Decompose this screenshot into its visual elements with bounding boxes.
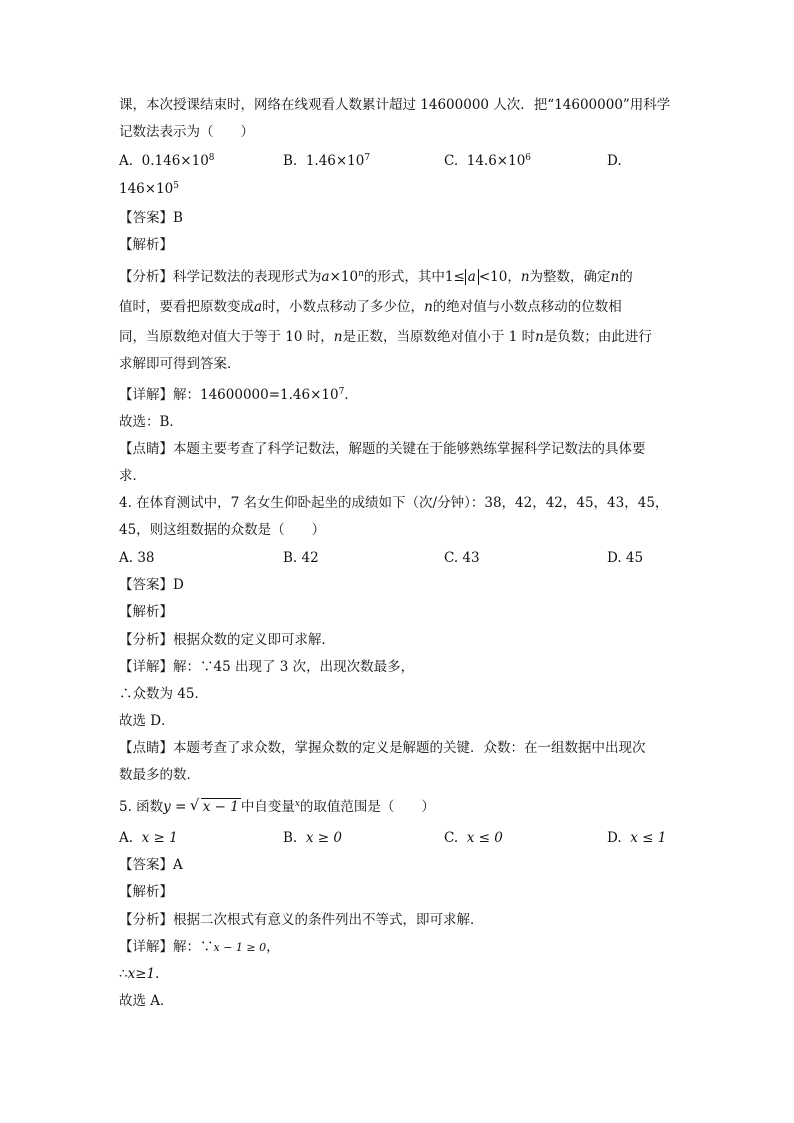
q4-analysis-heading: 【解析】 xyxy=(119,604,173,620)
q3-analysis-line1: 【分析】科学记数法的表现形式为$a\times 10^n$的形式，其中1≤ a <10，n为整数，确定n的 xyxy=(119,269,633,285)
q3-option-d-value: $146\times 10^5$ xyxy=(119,181,179,197)
q4-stem-line2: 45，则这组数据的众数是（ ） xyxy=(119,522,326,538)
q4-option-d: D. 45 xyxy=(607,550,644,566)
q3-analysis-line2: 值时，要看把原数变成a时，小数点移动了多少位，n的绝对值与小数点移动的位数相 xyxy=(119,299,622,315)
q3-stem-line2: 记数法表示为（ ） xyxy=(119,124,254,140)
q5-option-b: B. x ≥ 0 xyxy=(283,830,342,846)
q4-stem-line1: 4. 在体育测试中，7 名女生仰卧起坐的成绩如下（次/分钟）：38，42，42，45，43，45， xyxy=(119,495,669,511)
q4-option-b: B. 42 xyxy=(283,550,319,566)
q4-analysis: 【分析】根据众数的定义即可求解． xyxy=(119,632,335,648)
q4-answer: 【答案】D xyxy=(119,577,184,593)
q3-choice: 故选：B． xyxy=(119,414,183,430)
q4-choice: 故选 D． xyxy=(119,713,175,729)
q3-analysis-heading: 【解析】 xyxy=(119,237,173,253)
q3-option-d-label: D. xyxy=(607,153,622,169)
q3-stem-line1: 课，本次授课结束时，网络在线观看人数累计超过 14600000 人次．把“14600000”用科学 xyxy=(119,97,671,113)
q3-comment-line2: 求． xyxy=(119,468,146,484)
q3-detail: 【详解】解：$14600000=1.46\times 10^7$． xyxy=(119,387,358,403)
q5-detail: 【详解】解：∵x − 1 ≥ 0， xyxy=(119,939,280,955)
q5-option-c: C. x ≤ 0 xyxy=(444,830,503,846)
q3-option-c: C. $14.6\times 10^6$ xyxy=(444,153,532,169)
q4-detail: 【详解】解：∵45 出现了 3 次，出现次数最多， xyxy=(119,659,415,675)
q5-choice: 故选 A． xyxy=(119,993,174,1009)
q3-option-b: B. $1.46\times 10^7$ xyxy=(283,153,371,169)
q5-analysis: 【分析】根据二次根式有意义的条件列出不等式，即可求解． xyxy=(119,912,484,928)
q5-option-d: D. x ≤ 1 xyxy=(607,830,667,846)
q4-comment-line1: 【点睛】本题考查了求众数，掌握众数的定义是解题的关键．众数：在一组数据中出现次 xyxy=(119,740,646,756)
q4-option-c: C. 43 xyxy=(444,550,480,566)
q4-comment-line2: 数最多的数． xyxy=(119,767,200,783)
q5-answer: 【答案】A xyxy=(119,857,183,873)
q5-therefore: ∴x≥1． xyxy=(119,966,169,982)
q5-stem: 5. 函数y = √ x − 1 中自变量$^x$的取值范围是（ ） xyxy=(119,798,435,816)
q3-analysis-line3: 同，当原数绝对值大于等于 10 时，n是正数，当原数绝对值小于 1 时n是负数；由此进行 xyxy=(119,329,652,345)
q5-analysis-heading: 【解析】 xyxy=(119,884,173,900)
q3-answer: 【答案】B xyxy=(119,210,183,226)
q4-therefore: ∴众数为 45． xyxy=(119,686,208,702)
q4-option-a: A. 38 xyxy=(119,550,155,566)
sqrt-symbol: √ x − 1 xyxy=(191,798,241,816)
q3-comment-line1: 【点睛】本题主要考查了科学记数法，解题的关键在于能够熟练掌握科学记数法的具体要 xyxy=(119,441,646,457)
q3-option-a: A. $0.146\times 10^8$ xyxy=(119,153,215,169)
q3-analysis-line4: 求解即可得到答案． xyxy=(119,356,241,372)
q5-option-a: A. x ≥ 1 xyxy=(119,830,178,846)
